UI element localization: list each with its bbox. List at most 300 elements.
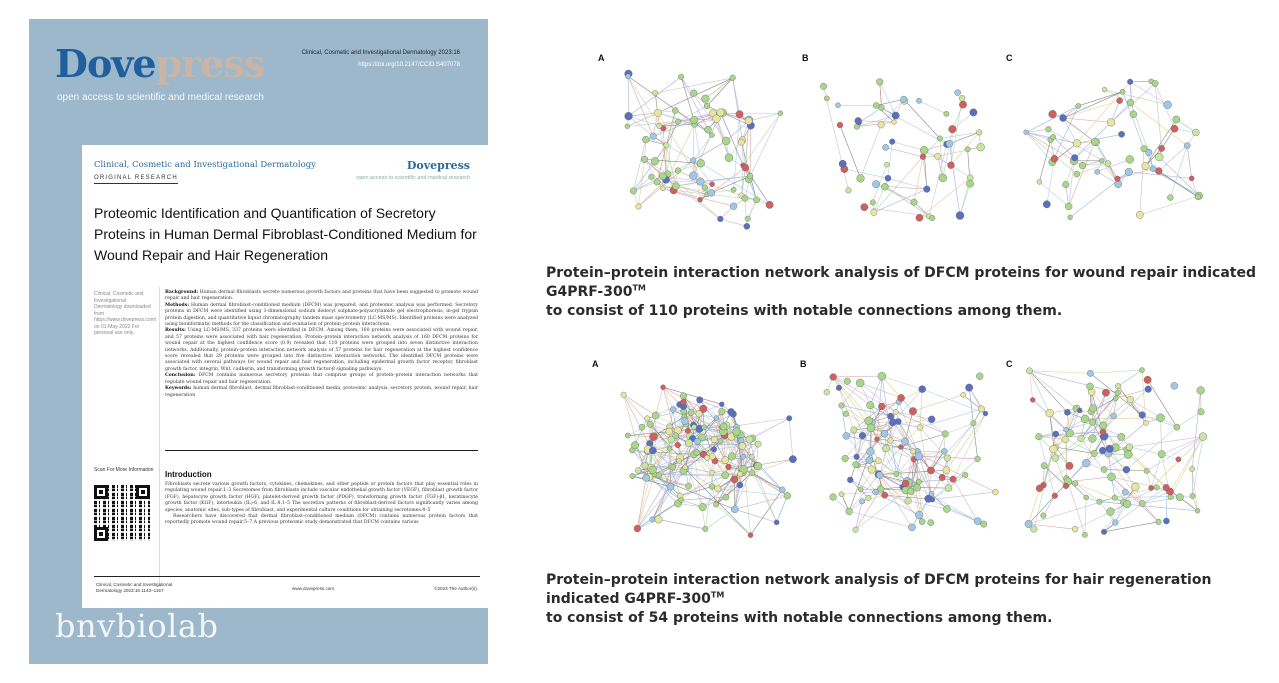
protein-node <box>1025 520 1032 527</box>
protein-node <box>843 411 849 417</box>
protein-node <box>1122 489 1128 495</box>
network-edge <box>1142 497 1180 503</box>
network-edge <box>629 116 654 136</box>
protein-node <box>919 519 925 525</box>
protein-node <box>744 223 750 229</box>
protein-node <box>1036 485 1043 492</box>
protein-node <box>737 471 742 476</box>
abstract-conclusion: DFCM contains numerous secretory proteins that comprise groups of protein–protein interaction networks that regulate wound repair and hair regeneration. <box>165 373 478 385</box>
protein-node <box>668 436 675 443</box>
network-edge <box>789 418 793 459</box>
network-edge <box>1055 438 1081 458</box>
protein-node <box>717 109 725 117</box>
caption-top-sup: TM <box>632 283 646 293</box>
protein-node <box>784 492 791 499</box>
qr-finder <box>136 485 150 499</box>
protein-node <box>736 110 743 117</box>
protein-node <box>749 454 754 459</box>
protein-node <box>642 463 649 470</box>
protein-node <box>667 446 672 451</box>
network-edge <box>844 169 888 178</box>
abstract-methods: Human dermal fibroblast-conditioned medium (DFCM) was prepared, and proteomic analysis was performed. Secretory proteins in DFCM were identified using 1-dimensional sodium dodecyl sulphate-polyacrylamide gel electrophoresis, in-gel trypsin protein digestion, and quantitative liquid chromatography tandem mass spectrometry (LC-MS/MS). Identified proteins were analyzed using bioinformatic methods for the classification and evaluation of protein–protein interactions. <box>165 302 478 328</box>
network-edge <box>952 112 973 129</box>
network-edge <box>1129 437 1203 447</box>
network-edge <box>720 219 746 226</box>
protein-node <box>1041 513 1047 519</box>
network-edge <box>750 125 751 176</box>
protein-node <box>948 162 955 169</box>
protein-node <box>634 525 641 532</box>
protein-node <box>679 498 684 503</box>
protein-node <box>697 159 705 167</box>
protein-node <box>672 108 678 114</box>
protein-node <box>866 495 872 501</box>
protein-node <box>928 520 934 526</box>
footer-citation: Clinical, Cosmetic and Investigational Dermatology 2023:16 1143–1157 <box>96 582 173 593</box>
network-edge <box>735 496 788 510</box>
abstract-keywords-label: Keywords: <box>165 386 192 392</box>
protein-node <box>915 511 923 519</box>
protein-node <box>1167 195 1173 201</box>
protein-node <box>1089 419 1096 426</box>
protein-node <box>937 136 942 141</box>
protein-node <box>1144 468 1149 473</box>
protein-node <box>939 474 945 480</box>
protein-node <box>680 399 686 405</box>
protein-node <box>709 133 714 138</box>
network-edge <box>919 178 970 218</box>
network-edge <box>1056 434 1093 438</box>
protein-node <box>652 90 658 96</box>
protein-node <box>895 418 901 424</box>
protein-node <box>1157 414 1165 422</box>
protein-node <box>714 485 721 492</box>
protein-node <box>661 385 666 390</box>
protein-node <box>907 488 914 495</box>
protein-node <box>1197 387 1205 395</box>
protein-node <box>697 397 703 403</box>
protein-node <box>1053 431 1059 437</box>
protein-node <box>625 112 633 120</box>
protein-node <box>980 521 986 527</box>
network-edge <box>928 499 977 521</box>
abstract-methods-label: Methods: <box>165 302 190 308</box>
protein-node <box>839 492 844 497</box>
protein-node <box>630 188 636 194</box>
network-edge <box>842 492 876 494</box>
protein-node <box>1089 404 1096 411</box>
network-edge <box>693 120 694 176</box>
protein-node <box>882 445 889 452</box>
protein-node <box>944 455 951 462</box>
protein-node <box>1064 409 1070 415</box>
network-edge <box>833 377 870 405</box>
network-edge <box>913 411 945 434</box>
network-edge <box>1104 522 1158 532</box>
protein-node <box>704 126 711 133</box>
network-edge <box>1155 84 1161 149</box>
protein-node <box>1163 518 1169 524</box>
network-edge <box>854 430 857 457</box>
protein-node <box>1031 526 1038 533</box>
protein-node <box>1156 519 1162 525</box>
protein-node <box>694 438 701 445</box>
protein-node <box>659 173 666 180</box>
protein-node <box>728 453 735 460</box>
protein-node <box>682 418 689 425</box>
protein-node <box>1087 370 1093 376</box>
network-edge <box>1063 118 1077 143</box>
protein-node <box>842 455 849 462</box>
protein-node <box>1164 101 1172 109</box>
protein-node <box>745 117 752 124</box>
protein-node <box>830 374 837 381</box>
network-edge <box>938 147 981 156</box>
protein-node <box>1127 79 1133 85</box>
protein-node <box>859 499 864 504</box>
protein-node <box>1108 473 1116 481</box>
protein-node <box>656 123 662 129</box>
scan-label: Scan For More Information <box>94 467 154 473</box>
protein-node <box>1024 130 1029 135</box>
network-edge <box>1063 118 1095 142</box>
protein-node <box>649 447 656 454</box>
network-edge <box>750 113 780 176</box>
network-edge <box>1187 146 1191 179</box>
protein-node <box>839 160 846 167</box>
protein-node <box>675 119 680 124</box>
protein-node <box>722 457 729 464</box>
protein-node <box>844 378 851 385</box>
protein-node <box>739 438 744 443</box>
protein-node <box>1173 116 1180 123</box>
protein-node <box>704 455 709 460</box>
protein-node <box>1127 99 1134 106</box>
protein-node <box>1112 495 1117 500</box>
protein-node <box>1126 444 1133 451</box>
protein-node <box>718 408 725 415</box>
protein-node <box>881 492 887 498</box>
network-edge <box>735 509 777 522</box>
network-edge <box>876 106 946 145</box>
protein-node <box>1091 138 1098 145</box>
network-graph-bottom-b <box>815 360 1005 545</box>
protein-node <box>709 484 715 490</box>
protein-node <box>639 424 645 430</box>
protein-node <box>1107 508 1115 516</box>
protein-node <box>857 175 865 183</box>
protein-node <box>1084 495 1089 500</box>
protein-node <box>966 180 973 187</box>
protein-node <box>696 411 703 418</box>
protein-node <box>630 473 636 479</box>
protein-node <box>709 453 715 459</box>
network-edge <box>888 178 927 189</box>
protein-node <box>641 156 648 163</box>
protein-node <box>959 101 966 108</box>
protein-node <box>1102 87 1107 92</box>
protein-node <box>1123 466 1130 473</box>
protein-node <box>1082 459 1090 467</box>
protein-node <box>1139 412 1146 419</box>
protein-node <box>962 472 968 478</box>
protein-node <box>867 402 874 409</box>
journal-name: Clinical, Cosmetic and Investigational Dermatology <box>94 160 316 170</box>
protein-node <box>955 90 961 96</box>
protein-node <box>846 508 853 515</box>
protein-node <box>722 137 730 145</box>
qr-code-icon[interactable] <box>94 485 150 541</box>
protein-node <box>1125 168 1133 176</box>
protein-node <box>1127 396 1134 403</box>
protein-node <box>650 433 658 441</box>
protein-node <box>749 470 755 476</box>
protein-node <box>1176 457 1181 462</box>
protein-node <box>924 186 931 193</box>
network-edge <box>949 132 979 143</box>
footer-website[interactable]: www.dovepress.com <box>292 586 335 591</box>
protein-node <box>1158 145 1164 151</box>
protein-node <box>1155 153 1163 161</box>
network-graph-bottom-c <box>1018 358 1218 548</box>
protein-node <box>1119 131 1125 137</box>
panel-label-top-a: A <box>598 53 605 63</box>
protein-node <box>1189 176 1194 181</box>
panel-label-top-c: C <box>1006 53 1013 63</box>
doi-link[interactable]: https://doi.org/10.2147/CCID.S407078 <box>358 62 460 68</box>
protein-node <box>915 452 923 460</box>
protein-node <box>1046 126 1052 132</box>
protein-node <box>631 442 639 450</box>
network-edge <box>745 198 747 226</box>
protein-node <box>626 74 631 79</box>
protein-node <box>919 386 926 393</box>
network-edge <box>892 142 924 151</box>
protein-node <box>1149 485 1154 490</box>
network-edge <box>1026 106 1078 132</box>
network-edge <box>705 78 732 99</box>
panel-label-bottom-c: C <box>1006 359 1013 369</box>
protein-node <box>983 411 988 416</box>
protein-node <box>1077 408 1082 413</box>
protein-node <box>1105 161 1111 167</box>
protein-node <box>1099 447 1106 454</box>
protein-node <box>861 203 868 210</box>
protein-node <box>1073 481 1079 487</box>
protein-node <box>929 491 934 496</box>
protein-node <box>902 480 909 487</box>
abstract-results: Using LC-MS/MS, 337 proteins were identified in DFCM. Among them, 160 proteins were associated with wound repair, and 57 proteins were associated with hair regeneration. Protein–protein interaction network analysis of 160 DFCM proteins for wound repair at the highest confidence score (0.9) revealed that 110 proteins were grouped into seven distinctive interaction networks. Additionally, protein–protein interaction network analysis of 57 proteins for hair regeneration at the highest confidence score revealed that 29 proteins were grouped into five distinctive interaction networks. The identified DFCM proteins were associated with several pathways for wound repair and hair regeneration, including epidermal growth factor receptor, fibroblast growth factor, integrin, Wnt, cadherin, and transforming growth factor-β signaling pathways. <box>165 328 478 372</box>
caption-bottom <box>546 571 1266 628</box>
protein-node <box>1130 111 1137 118</box>
protein-node <box>1174 424 1180 430</box>
protein-node <box>1158 450 1165 457</box>
network-edge <box>876 99 903 105</box>
protein-node <box>1199 433 1207 441</box>
protein-node <box>1086 383 1093 390</box>
protein-node <box>677 459 682 464</box>
protein-node <box>656 472 662 478</box>
abstract <box>165 290 478 399</box>
protein-node <box>1072 526 1078 532</box>
protein-node <box>1078 435 1085 442</box>
protein-node <box>894 471 899 476</box>
protein-node <box>970 109 977 116</box>
protein-node <box>779 487 785 493</box>
protein-node <box>909 407 917 415</box>
abstract-background: Human dermal fibroblasts secrete numerous growth factors and proteins that have been suggested to promote wound repair and hair regeneration. <box>165 290 478 302</box>
protein-node <box>1184 143 1190 149</box>
protein-node <box>1082 532 1087 537</box>
protein-node <box>787 416 792 421</box>
protein-node <box>872 181 879 188</box>
protein-node <box>1071 154 1077 160</box>
protein-node <box>837 122 843 128</box>
protein-node <box>1046 409 1054 417</box>
protein-node <box>647 421 654 428</box>
footer-copyright: ©2023 The Author(s). <box>434 586 478 591</box>
protein-node <box>650 133 656 139</box>
protein-node <box>683 465 688 470</box>
protein-node <box>642 136 649 143</box>
protein-node <box>930 215 935 220</box>
protein-node <box>754 462 762 470</box>
protein-node <box>1132 483 1140 491</box>
caption-bottom-rest: to consist of 54 proteins with notable connections among them. <box>546 610 1053 626</box>
protein-node <box>873 489 879 495</box>
protein-node <box>843 432 850 439</box>
caption-top <box>546 264 1266 321</box>
abstract-conclusion-label: Conclusion: <box>165 373 196 379</box>
protein-node <box>644 416 649 421</box>
protein-node <box>730 75 736 81</box>
protein-node <box>742 164 749 171</box>
protein-node <box>708 189 715 196</box>
protein-node <box>1111 413 1117 419</box>
protein-node <box>694 450 700 456</box>
intro-heading: Introduction <box>165 470 212 479</box>
protein-node <box>731 187 736 192</box>
cover-citation <box>302 47 460 71</box>
protein-node <box>873 103 879 109</box>
protein-node <box>650 517 655 522</box>
protein-node <box>635 468 641 474</box>
protein-node <box>885 175 891 181</box>
protein-node <box>625 124 630 129</box>
protein-node <box>713 502 718 507</box>
network-edge <box>666 145 693 160</box>
protein-node <box>1115 383 1121 389</box>
protein-node <box>965 384 972 391</box>
network-edge <box>1140 149 1144 215</box>
protein-node <box>725 154 733 162</box>
journal-cover <box>29 19 488 664</box>
network-edge <box>1043 496 1054 516</box>
network-edge <box>1130 103 1187 146</box>
network-edge <box>1161 418 1162 454</box>
protein-node <box>944 111 949 116</box>
protein-node <box>975 456 981 462</box>
protein-node <box>664 142 670 148</box>
protein-node <box>731 476 738 483</box>
protein-node <box>733 428 741 436</box>
protein-node <box>1150 166 1156 172</box>
protein-node <box>1101 529 1107 535</box>
network-edge <box>1029 371 1032 400</box>
protein-node <box>876 472 883 479</box>
protein-node <box>1102 389 1109 396</box>
protein-node <box>978 406 984 412</box>
protein-node <box>835 103 840 108</box>
protein-node <box>941 448 947 454</box>
network-edge <box>841 405 846 435</box>
network-edge <box>919 101 946 114</box>
protein-node <box>959 95 965 101</box>
protein-node <box>667 483 674 490</box>
network-edge <box>734 114 740 190</box>
protein-node <box>1163 484 1170 491</box>
protein-node <box>685 439 693 447</box>
article-title: Proteomic Identification and Quantification of Secretory Proteins in Human Dermal Fibroblast-Conditioned Medium for Wound Repair and Hair Regeneration <box>94 205 477 263</box>
protein-node <box>977 143 985 151</box>
intro-paragraph-2: Researchers have discovered that dermal fibroblast-conditioned medium (DFCM) contains numerous protein factors that reportedly promote wound repair.5–7 A previous proteomic study demonstrated that DFCM contains various <box>165 514 478 526</box>
protein-node <box>675 442 681 448</box>
protein-node <box>702 185 708 191</box>
protein-node <box>898 394 905 401</box>
protein-node <box>1100 429 1106 435</box>
protein-node <box>1074 171 1080 177</box>
network-edge <box>705 509 735 529</box>
protein-node <box>974 518 981 525</box>
abstract-separator <box>165 450 478 451</box>
protein-node <box>753 197 759 203</box>
protein-node <box>1195 508 1200 513</box>
protein-node <box>660 186 665 191</box>
protein-node <box>711 447 717 453</box>
protein-node <box>1145 386 1152 393</box>
protein-node <box>1052 493 1058 499</box>
protein-node <box>789 456 796 463</box>
network-edge <box>886 186 927 189</box>
article-type: ORIGINAL RESEARCH <box>94 175 178 184</box>
protein-node <box>1123 500 1131 508</box>
protein-node <box>916 214 923 221</box>
protein-node <box>1062 181 1069 188</box>
protein-node <box>881 430 888 437</box>
protein-node <box>1195 194 1201 200</box>
protein-node <box>868 466 876 474</box>
network-edge <box>1110 487 1156 511</box>
protein-node <box>649 466 657 474</box>
network-edge <box>658 519 705 529</box>
protein-node <box>1079 162 1086 169</box>
network-edges <box>624 387 793 535</box>
protein-node <box>1176 494 1183 501</box>
protein-node <box>722 472 729 479</box>
protein-node <box>730 203 737 210</box>
protein-node <box>854 454 860 460</box>
download-note: Clinical, Cosmetic and Investigational Dermatology downloaded from https://www.dovepress.com/ on 01-May-2022 For personal use only. <box>94 291 157 336</box>
protein-node <box>1113 396 1118 401</box>
network-edge <box>940 132 979 138</box>
protein-node <box>916 479 921 484</box>
protein-node <box>709 470 714 475</box>
protein-node <box>621 392 627 398</box>
intro-text <box>165 482 478 527</box>
network-edge <box>953 414 985 480</box>
protein-node <box>738 139 744 145</box>
protein-node <box>1068 215 1073 220</box>
